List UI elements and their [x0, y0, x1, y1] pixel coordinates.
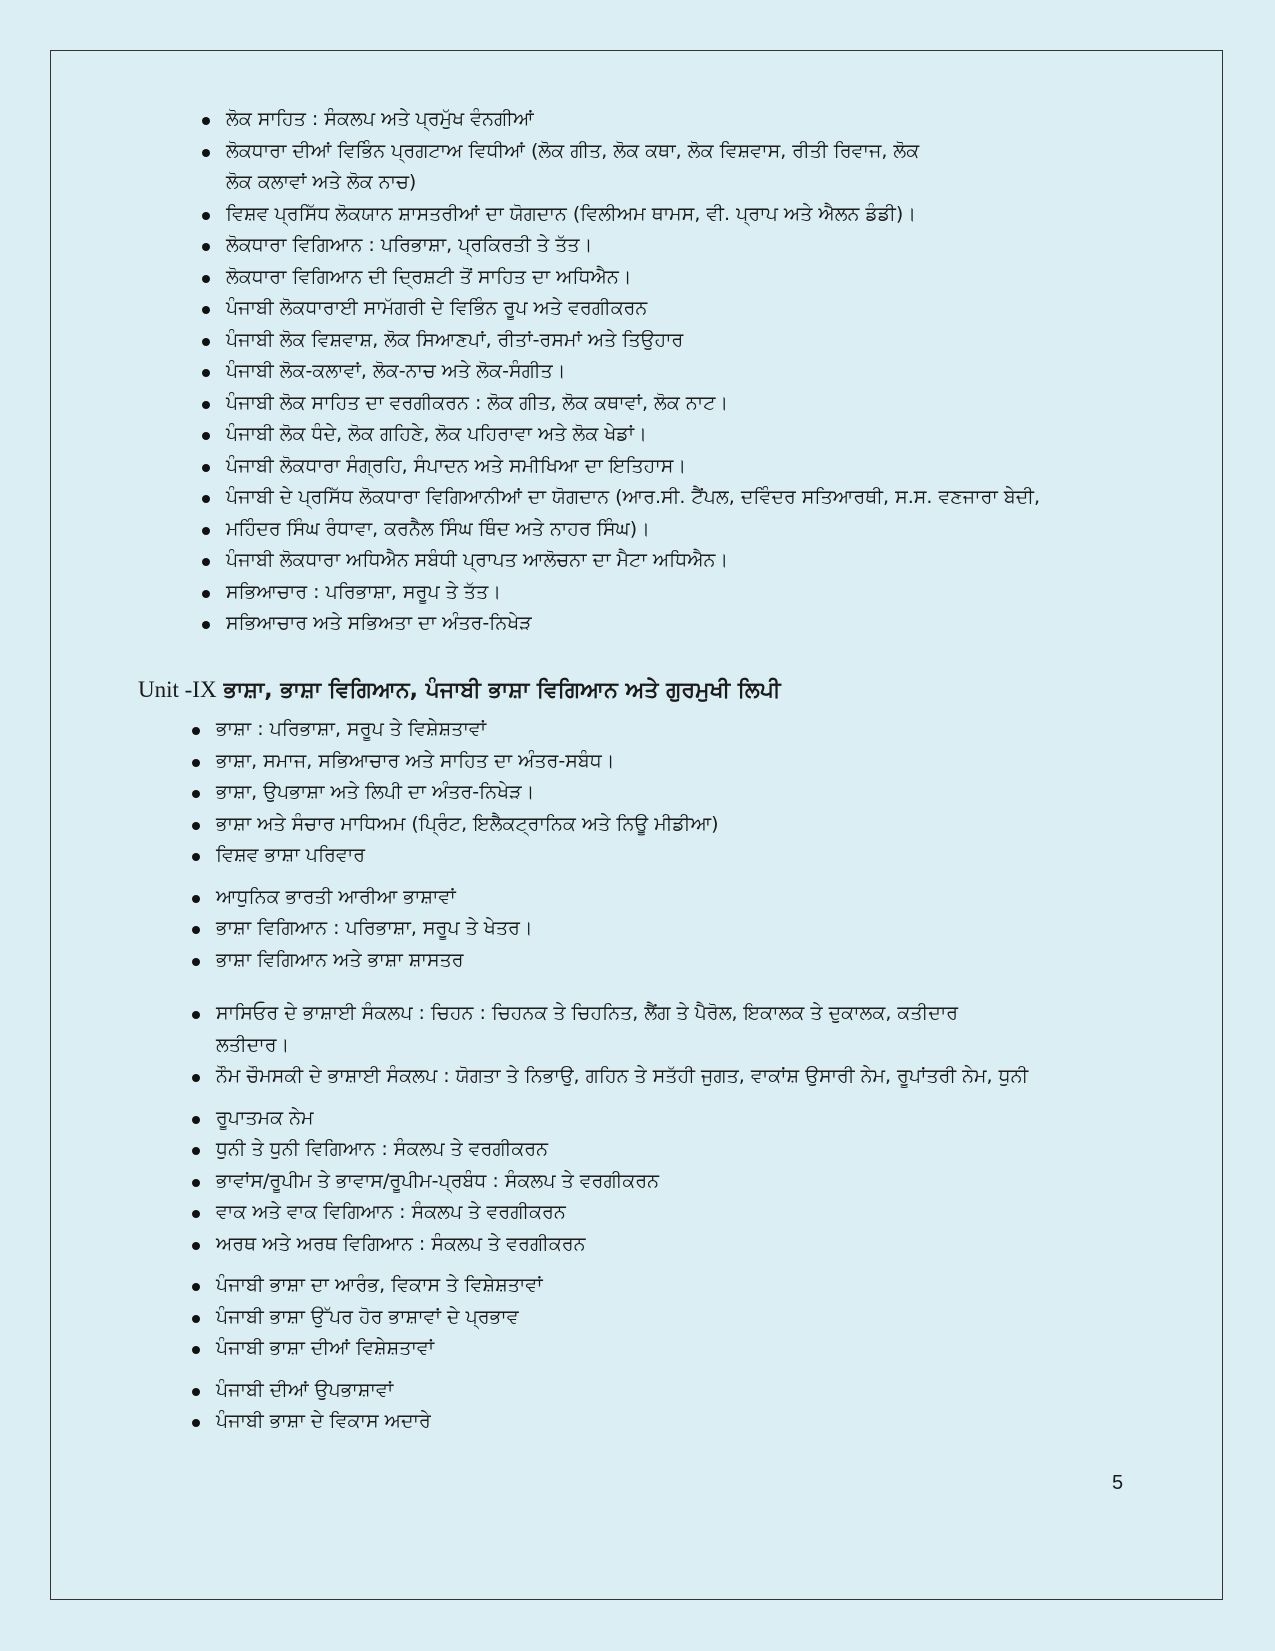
list-item: ਸਭਿਆਚਾਰ ਅਤੇ ਸਭਿਅਤਾ ਦਾ ਅੰਤਰ-ਨਿਖੇੜ — [200, 608, 1040, 640]
list-item: ਲੋਕ ਸਾਹਿਤ : ਸੰਕਲਪ ਅਤੇ ਪ੍ਰਮੁੱਖ ਵੰਨਗੀਆਂ — [200, 104, 1040, 136]
list-item: ਭਾਵਾਂਸ/ਰੂਪੀਮ ਤੇ ਭਾਵਾਸ/ਰੂਪੀਮ-ਪ੍ਰਬੰਧ : ਸੰਕਲਪ ਤੇ ਵਰਗੀਕਰਨ — [190, 1166, 1028, 1198]
list-item: ਪੰਜਾਬੀ ਦੀਆਂ ਉਪਭਾਸ਼ਾਵਾਂ — [190, 1375, 1028, 1407]
list-item: ਪੰਜਾਬੀ ਲੋਕਧਾਰਾ ਸੰਗ੍ਰਹਿ, ਸੰਪਾਦਨ ਅਤੇ ਸਮੀਖਿਆ ਦਾ ਇਤਿਹਾਸ। — [200, 451, 1040, 483]
list-item: ਭਾਸ਼ਾ, ਉਪਭਾਸ਼ਾ ਅਤੇ ਲਿਪੀ ਦਾ ਅੰਤਰ-ਨਿਖੇੜ। — [190, 777, 1028, 809]
list-item: ਪੰਜਾਬੀ ਭਾਸ਼ਾ ਦਾ ਆਰੰਭ, ਵਿਕਾਸ ਤੇ ਵਿਸ਼ੇਸ਼ਤਾਵਾਂ — [190, 1270, 1028, 1302]
unit-label: Unit -IX — [138, 677, 217, 702]
list-item: ਭਾਸ਼ਾ ਵਿਗਿਆਨ : ਪਰਿਭਾਸ਼ਾ, ਸਰੂਪ ਤੇ ਖੇਤਰ। — [190, 913, 1028, 945]
list-item: ਨੌਮ ਚੌਮਸਕੀ ਦੇ ਭਾਸ਼ਾਈ ਸੰਕਲਪ : ਯੋਗਤਾ ਤੇ ਨਿਭਾਉ, ਗਹਿਨ ਤੇ ਸਤੱਹੀ ਜੁਗਤ, ਵਾਕਾਂਸ਼ ਉਸਾਰੀ ਨੇਮ, ਰੂਪਾਂਤਰੀ ਨੇਮ, ਧੁਨੀ — [190, 1061, 1028, 1093]
linguistics-topic-list — [190, 714, 1028, 1438]
list-item: ਪੰਜਾਬੀ ਲੋਕਧਾਰਾਈ ਸਾਮੱਗਰੀ ਦੇ ਵਿਭਿੰਨ ਰੂਪ ਅਤੇ ਵਰਗੀਕਰਨ — [200, 293, 1040, 325]
folklore-topic-list — [200, 104, 1040, 640]
list-item: ਵਿਸ਼ਵ ਪ੍ਰਸਿੱਧ ਲੋਕਯਾਨ ਸ਼ਾਸਤਰੀਆਂ ਦਾ ਯੋਗਦਾਨ (ਵਿਲੀਅਮ ਥਾਮਸ, ਵੀ. ਪ੍ਰਾਪ ਅਤੇ ਐਲਨ ਡੰਡੀ)। — [200, 199, 1040, 231]
list-item-continuation: ਲੋਕ ਕਲਾਵਾਂ ਅਤੇ ਲੋਕ ਨਾਚ) — [226, 171, 417, 193]
list-item: ਭਾਸ਼ਾ ਅਤੇ ਸੰਚਾਰ ਮਾਧਿਅਮ (ਪ੍ਰਿੰਟ, ਇਲੈਕਟ੍ਰਾਨਿਕ ਅਤੇ ਨਿਊ ਮੀਡੀਆ) — [190, 809, 1028, 841]
list-item: ਰੂਪਾਤਮਕ ਨੇਮ — [190, 1103, 1028, 1135]
list-item: ਪੰਜਾਬੀ ਲੋਕ ਵਿਸ਼ਵਾਸ਼, ਲੋਕ ਸਿਆਣਪਾਂ, ਰੀਤਾਂ-ਰਸਮਾਂ ਅਤੇ ਤਿਉਹਾਰ — [200, 325, 1040, 357]
list-item: ਧੁਨੀ ਤੇ ਧੁਨੀ ਵਿਗਿਆਨ : ਸੰਕਲਪ ਤੇ ਵਰਗੀਕਰਨ — [190, 1134, 1028, 1166]
list-item: ਪੰਜਾਬੀ ਲੋਕਧਾਰਾ ਅਧਿਐਨ ਸਬੰਧੀ ਪ੍ਰਾਪਤ ਆਲੋਚਨਾ ਦਾ ਮੈਟਾ ਅਧਿਐਨ। — [200, 545, 1040, 577]
list-item: ਪੰਜਾਬੀ ਲੋਕ ਧੰਦੇ, ਲੋਕ ਗਹਿਣੇ, ਲੋਕ ਪਹਿਰਾਵਾ ਅਤੇ ਲੋਕ ਖੇਡਾਂ। — [200, 419, 1040, 451]
list-item: ਪੰਜਾਬੀ ਲੋਕ-ਕਲਾਵਾਂ, ਲੋਕ-ਨਾਚ ਅਤੇ ਲੋਕ-ਸੰਗੀਤ। — [200, 356, 1040, 388]
list-item: ਲੋਕਧਾਰਾ ਵਿਗਿਆਨ : ਪਰਿਭਾਸ਼ਾ, ਪ੍ਰਕਿਰਤੀ ਤੇ ਤੱਤ। — [200, 230, 1040, 262]
list-item: ਪੰਜਾਬੀ ਭਾਸ਼ਾ ਉੱਪਰ ਹੋਰ ਭਾਸ਼ਾਵਾਂ ਦੇ ਪ੍ਰਭਾਵ — [190, 1302, 1028, 1334]
list-item: ਵਿਸ਼ਵ ਭਾਸ਼ਾ ਪਰਿਵਾਰ — [190, 840, 1028, 872]
unit-title: ਭਾਸ਼ਾ, ਭਾਸ਼ਾ ਵਿਗਿਆਨ, ਪੰਜਾਬੀ ਭਾਸ਼ਾ ਵਿਗਿਆਨ ਅਤੇ ਗੁਰਮੁਖੀ ਲਿਪੀ — [223, 678, 781, 703]
list-item: ਭਾਸ਼ਾ, ਸਮਾਜ, ਸਭਿਆਚਾਰ ਅਤੇ ਸਾਹਿਤ ਦਾ ਅੰਤਰ-ਸਬੰਧ। — [190, 746, 1028, 778]
list-item-continuation: ਲਤੀਦਾਰ। — [216, 1033, 290, 1056]
list-item: ਪੰਜਾਬੀ ਭਾਸ਼ਾ ਦੇ ਵਿਕਾਸ ਅਦਾਰੇ — [190, 1406, 1028, 1438]
list-item: ਮਹਿੰਦਰ ਸਿੰਘ ਰੰਧਾਵਾ, ਕਰਨੈਲ ਸਿੰਘ ਥਿੰਦ ਅਤੇ ਨਾਹਰ ਸਿੰਘ)। — [200, 514, 1040, 546]
list-item: ਵਾਕ ਅਤੇ ਵਾਕ ਵਿਗਿਆਨ : ਸੰਕਲਪ ਤੇ ਵਰਗੀਕਰਨ — [190, 1197, 1028, 1229]
list-item: ਲੋਕਧਾਰਾ ਦੀਆਂ ਵਿਭਿੰਨ ਪ੍ਰਗਟਾਅ ਵਿਧੀਆਂ (ਲੋਕ ਗੀਤ, ਲੋਕ ਕਥਾ, ਲੋਕ ਵਿਸ਼ਵਾਸ, ਰੀਤੀ ਰਿਵਾਜ, ਲੋਕ ਲੋਕ ਕਲਾਵਾਂ ਅਤੇ ਲੋਕ ਨਾਚ) — [200, 136, 1040, 199]
unit-heading — [138, 674, 781, 707]
list-item: ਲੋਕਧਾਰਾ ਵਿਗਿਆਨ ਦੀ ਦ੍ਰਿਸ਼ਟੀ ਤੋਂ ਸਾਹਿਤ ਦਾ ਅਧਿਐਨ। — [200, 262, 1040, 294]
list-item: ਪੰਜਾਬੀ ਭਾਸ਼ਾ ਦੀਆਂ ਵਿਸ਼ੇਸ਼ਤਾਵਾਂ — [190, 1333, 1028, 1365]
list-item: ਪੰਜਾਬੀ ਲੋਕ ਸਾਹਿਤ ਦਾ ਵਰਗੀਕਰਨ : ਲੋਕ ਗੀਤ, ਲੋਕ ਕਥਾਵਾਂ, ਲੋਕ ਨਾਟ। — [200, 388, 1040, 420]
list-item: ਸਭਿਆਚਾਰ : ਪਰਿਭਾਸ਼ਾ, ਸਰੂਪ ਤੇ ਤੱਤ। — [200, 577, 1040, 609]
list-item: ਆਧੁਨਿਕ ਭਾਰਤੀ ਆਰੀਆ ਭਾਸ਼ਾਵਾਂ — [190, 882, 1028, 914]
list-item: ਸਾਸਿਓਰ ਦੇ ਭਾਸ਼ਾਈ ਸੰਕਲਪ : ਚਿਹਨ : ਚਿਹਨਕ ਤੇ ਚਿਹਨਿਤ, ਲੈਂਗ ਤੇ ਪੈਰੋਲ, ਇਕਾਲਕ ਤੇ ਦੁਕਾਲਕ, ਕਤੀਦਾਰ ਲਤੀਦਾਰ। — [190, 998, 1028, 1061]
list-item: ਭਾਸ਼ਾ : ਪਰਿਭਾਸ਼ਾ, ਸਰੂਪ ਤੇ ਵਿਸ਼ੇਸ਼ਤਾਵਾਂ — [190, 714, 1028, 746]
list-item: ਅਰਥ ਅਤੇ ਅਰਥ ਵਿਗਿਆਨ : ਸੰਕਲਪ ਤੇ ਵਰਗੀਕਰਨ — [190, 1229, 1028, 1261]
list-item: ਪੰਜਾਬੀ ਦੇ ਪ੍ਰਸਿੱਧ ਲੋਕਧਾਰਾ ਵਿਗਿਆਨੀਆਂ ਦਾ ਯੋਗਦਾਨ (ਆਰ.ਸੀ. ਟੈਂਪਲ, ਦਵਿੰਦਰ ਸਤਿਆਰਥੀ, ਸ.ਸ. ਵਣਜਾਰਾ ਬੇਦੀ, — [200, 482, 1040, 514]
list-item: ਭਾਸ਼ਾ ਵਿਗਿਆਨ ਅਤੇ ਭਾਸ਼ਾ ਸ਼ਾਸਤਰ — [190, 945, 1028, 977]
page-number: 5 — [1112, 1472, 1124, 1494]
